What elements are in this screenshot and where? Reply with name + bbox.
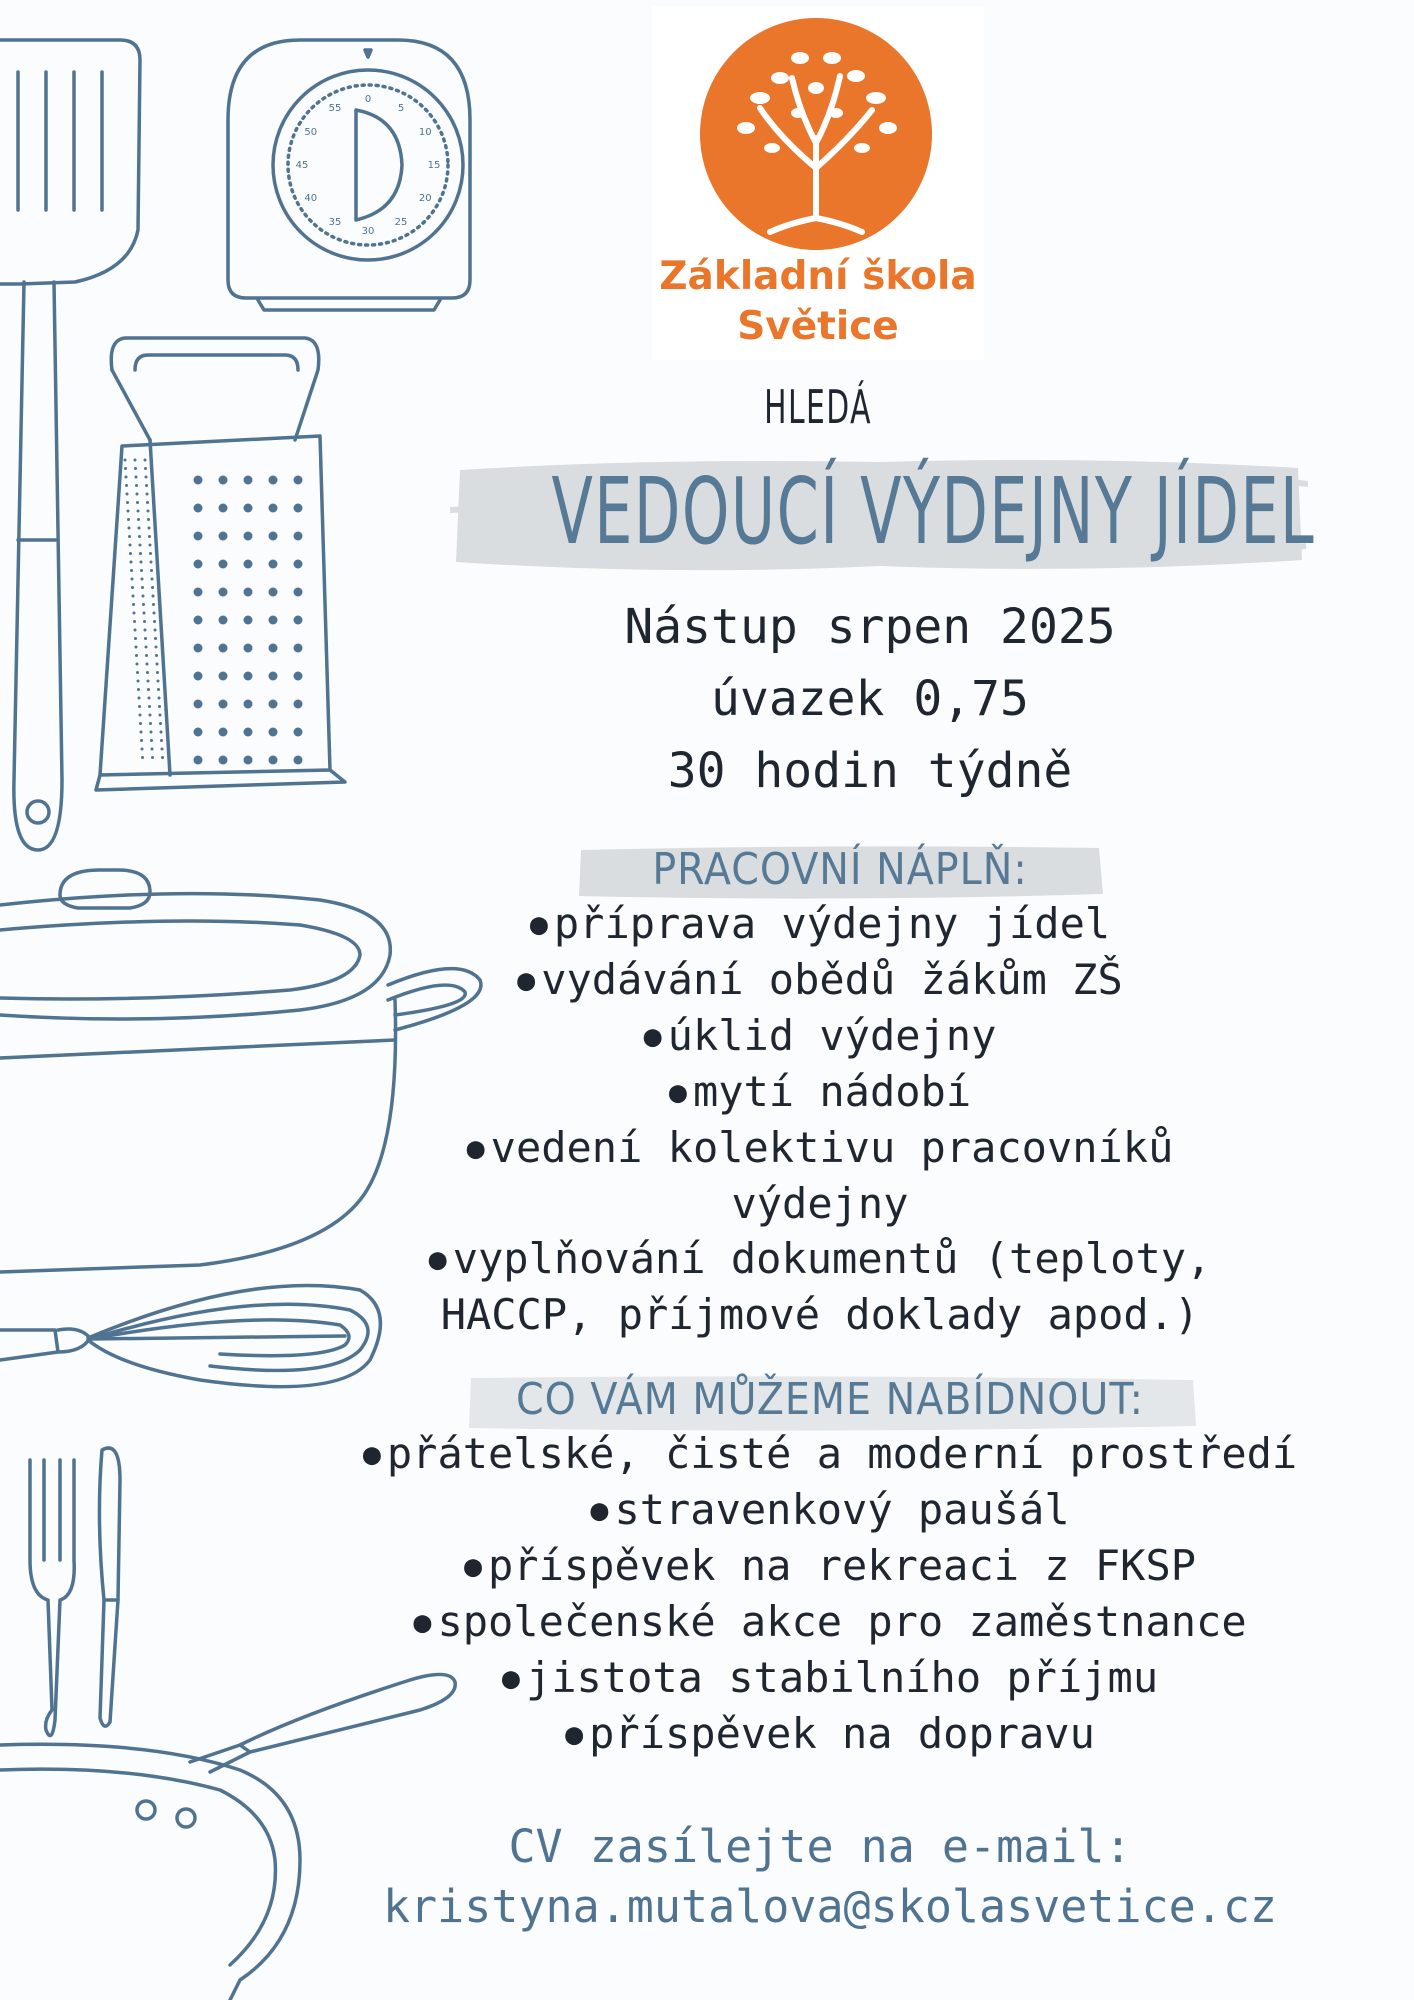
grater-side-hole (138, 527, 141, 530)
knife-icon (99, 1448, 120, 1726)
list-item: ● přátelské, čisté a moderní prostředí (362, 1429, 1298, 1478)
timer-dial-number: 25 (394, 217, 408, 229)
grater-side-hole (146, 663, 149, 666)
grater-side-hole (149, 722, 152, 725)
list-item: ● příspěvek na dopravu (565, 1709, 1095, 1758)
grater-side-hole (129, 552, 132, 555)
grater-hole (244, 644, 253, 653)
intro-text: HLEDÁ (764, 380, 872, 434)
grater-side-hole (145, 476, 148, 479)
grater-side-hole (132, 595, 135, 598)
grater-hole (244, 700, 253, 709)
grater-hole (219, 504, 228, 513)
grater-side-hole (147, 510, 150, 513)
grater-hole (294, 588, 303, 597)
grater-side-hole (144, 467, 147, 470)
list-item: ● stravenkový paušál (590, 1485, 1070, 1534)
grater-side-hole (143, 612, 146, 615)
grater-hole (269, 532, 278, 541)
grater-hole (269, 644, 278, 653)
grater-hole (244, 616, 253, 625)
grater-hole (194, 644, 203, 653)
grater-side-hole (142, 603, 145, 606)
grater-side-hole (135, 646, 138, 649)
grater-side-hole (140, 739, 143, 742)
list-item: ● vydávání obědů žákům ZŠ (517, 955, 1123, 1004)
grater-side-hole (151, 578, 154, 581)
grater-side-hole (148, 535, 151, 538)
job-title: VEDOUCÍ VÝDEJNY JÍDEL (551, 458, 1316, 565)
grater-side-hole (144, 629, 147, 632)
grater-side-hole (150, 731, 153, 734)
start-date: Nástup srpen 2025 (624, 599, 1116, 655)
grater-hole (194, 728, 203, 737)
grater-hole (219, 728, 228, 737)
weekly-hours: 30 hodin týdně (667, 743, 1073, 799)
grater-side-hole (157, 680, 160, 683)
grater-hole (219, 588, 228, 597)
grater-side-hole (131, 578, 134, 581)
grater-side-hole (160, 739, 163, 742)
grater-side-hole (126, 501, 129, 504)
grater-side-hole (152, 603, 155, 606)
grater-side-hole (150, 561, 153, 564)
timer-dial-number: 0 (364, 94, 372, 105)
school-name-line1: Základní škola (659, 254, 977, 299)
grater-side-hole (124, 467, 127, 470)
grater-side-hole (133, 612, 136, 615)
grater-side-hole (151, 748, 154, 751)
grater-side-hole (155, 654, 158, 657)
list-item: ● jistota stabilního příjmu (501, 1653, 1159, 1702)
grater-hole (194, 560, 203, 569)
grater-side-hole (135, 654, 138, 657)
grater-hole (269, 504, 278, 513)
grater-side-hole (153, 620, 156, 623)
grater-hole (294, 616, 303, 625)
grater-side-hole (145, 654, 148, 657)
grater-side-hole (138, 535, 141, 538)
grater-side-hole (132, 603, 135, 606)
grater-hole (219, 560, 228, 569)
grater-side-hole (139, 714, 142, 717)
grater-side-hole (143, 620, 146, 623)
grater-hole (244, 728, 253, 737)
grater-side-hole (147, 688, 150, 691)
grater-side-hole (138, 705, 141, 708)
list-item-continuation: výdejny (731, 1179, 909, 1228)
grater-side-hole (140, 561, 143, 564)
grater-side-hole (136, 501, 139, 504)
grater-side-hole (139, 722, 142, 725)
grater-hole (244, 504, 253, 513)
timer-dial-number: 15 (427, 160, 441, 171)
timer-dial-number: 45 (295, 160, 309, 171)
cv-instruction: CV zasílejte na e-mail: (508, 1820, 1132, 1873)
grater-side-hole (130, 561, 133, 564)
grater-side-hole (145, 646, 148, 649)
grater-side-hole (147, 680, 150, 683)
grater-hole (194, 700, 203, 709)
grater-side-hole (124, 459, 127, 462)
grater-side-hole (159, 722, 162, 725)
grater-hole (194, 672, 203, 681)
grater-hole (219, 672, 228, 681)
spatula-icon (0, 40, 140, 850)
grater-side-hole (129, 544, 132, 547)
list-item-continuation: HACCP, příjmové doklady apod.) (440, 1290, 1200, 1339)
grater-side-hole (148, 697, 151, 700)
grater-side-hole (127, 510, 130, 513)
duties-list (330, 896, 1310, 1342)
grater-side-hole (160, 731, 163, 734)
grater-hole (194, 756, 203, 765)
grater-side-hole (154, 637, 157, 640)
grater-side-hole (140, 731, 143, 734)
grater-hole (294, 756, 303, 765)
grater-side-hole (147, 518, 150, 521)
grater-hole (219, 616, 228, 625)
grater-side-hole (149, 552, 152, 555)
benefits-heading: CO VÁM MŮŽEME NABÍDNOUT: (515, 1374, 1145, 1425)
grater-side-hole (146, 493, 149, 496)
tree-icon (700, 18, 932, 250)
grater-side-hole (159, 714, 162, 717)
grater-side-hole (152, 595, 155, 598)
benefits-list (280, 1426, 1380, 1762)
grater-side-hole (134, 637, 137, 640)
grater-side-hole (146, 501, 149, 504)
grater-side-hole (137, 688, 140, 691)
grater-side-hole (146, 671, 149, 674)
grater-hole (219, 756, 228, 765)
grater-side-hole (153, 612, 156, 615)
grater-side-hole (136, 663, 139, 666)
grater-side-hole (137, 680, 140, 683)
grater-hole (269, 476, 278, 485)
grater-hole (219, 476, 228, 485)
grater-hole (269, 672, 278, 681)
grater-hole (269, 728, 278, 737)
grater-side-hole (125, 476, 128, 479)
grater-side-hole (141, 586, 144, 589)
kitchen-timer-icon (228, 40, 470, 310)
list-item: ● mytí nádobí (668, 1067, 972, 1116)
grater-side-hole (150, 739, 153, 742)
grater-hole (194, 504, 203, 513)
grater-side-hole (142, 595, 145, 598)
grater-hole (269, 616, 278, 625)
grater-hole (244, 560, 253, 569)
grater-side-hole (138, 697, 141, 700)
school-name-line2: Světice (737, 304, 899, 349)
grater-hole (194, 588, 203, 597)
list-item: ● úklid výdejny (643, 1011, 997, 1060)
grater-hole (244, 672, 253, 681)
school-name (640, 252, 996, 352)
grater-side-hole (141, 748, 144, 751)
grater-side-hole (154, 629, 157, 632)
grater-side-hole (131, 586, 134, 589)
whisk-icon (0, 1285, 380, 1386)
timer-dial-number: 5 (397, 102, 405, 114)
grater-side-hole (151, 586, 154, 589)
grater-side-hole (140, 569, 143, 572)
grater-hole (269, 588, 278, 597)
grater-hole (294, 532, 303, 541)
grater-hole (294, 644, 303, 653)
grater-side-hole (134, 467, 137, 470)
grater-side-hole (137, 510, 140, 513)
grater-side-hole (150, 569, 153, 572)
grater-hole (294, 560, 303, 569)
timer-dial-number: 40 (304, 193, 318, 204)
fork-icon (30, 1460, 74, 1736)
grater-side-hole (149, 544, 152, 547)
grater-side-hole (126, 493, 129, 496)
grater-hole (244, 756, 253, 765)
timer-dial-number: 55 (328, 102, 342, 114)
grater-hole (219, 700, 228, 709)
timer-dial-number: 50 (304, 127, 318, 138)
grater-side-hole (134, 459, 137, 462)
duties-heading: PRACOVNÍ NÁPLŇ: (652, 844, 1028, 895)
grater-side-hole (158, 705, 161, 708)
grater-side-hole (145, 484, 148, 487)
grater-side-hole (161, 756, 164, 759)
grater-side-hole (155, 646, 158, 649)
grater-hole (244, 532, 253, 541)
grater-side-hole (135, 476, 138, 479)
grater-side-hole (158, 697, 161, 700)
timer-dial-number: 35 (328, 217, 342, 229)
grater-side-hole (130, 569, 133, 572)
grater-side-hole (139, 544, 142, 547)
grater-side-hole (141, 756, 144, 759)
grater-side-hole (156, 671, 159, 674)
list-item: ● vyplňování dokumentů (teploty, (428, 1234, 1212, 1283)
grater-side-hole (127, 518, 130, 521)
grater-side-hole (149, 714, 152, 717)
grater-hole (219, 644, 228, 653)
grater-hole (294, 672, 303, 681)
grater-side-hole (125, 484, 128, 487)
grater-side-hole (136, 493, 139, 496)
timer-dial-number: 30 (361, 226, 375, 237)
grater-hole (244, 588, 253, 597)
list-item: ● příspěvek na rekreaci z FKSP (463, 1541, 1197, 1590)
grater-hole (194, 616, 203, 625)
list-item: ● příprava výdejny jídel (529, 899, 1111, 948)
grater-side-hole (151, 756, 154, 759)
grater-hole (244, 476, 253, 485)
list-item: ● společenské akce pro zaměstnance (413, 1597, 1247, 1646)
grater-side-hole (134, 629, 137, 632)
list-item: ● vedení kolektivu pracovníků (466, 1123, 1174, 1172)
grater-side-hole (128, 535, 131, 538)
workload: úvazek 0,75 (711, 671, 1029, 727)
grater-side-hole (161, 748, 164, 751)
timer-dial-number: 10 (418, 127, 432, 138)
grater-side-hole (137, 518, 140, 521)
grater-side-hole (157, 688, 160, 691)
grater-side-hole (136, 671, 139, 674)
grater-side-hole (141, 578, 144, 581)
grater-side-hole (128, 527, 131, 530)
grater-side-hole (133, 620, 136, 623)
grater-side-hole (148, 705, 151, 708)
contact-email-link[interactable]: kristyna.mutalova@skolasvetice.cz (382, 1880, 1278, 1933)
grater-side-hole (139, 552, 142, 555)
grater-icon (96, 338, 345, 790)
timer-dial-number: 20 (418, 193, 432, 204)
grater-side-hole (135, 484, 138, 487)
grater-hole (294, 476, 303, 485)
grater-hole (294, 728, 303, 737)
grater-side-hole (144, 459, 147, 462)
grater-hole (269, 756, 278, 765)
grater-hole (194, 476, 203, 485)
grater-hole (219, 532, 228, 541)
grater-side-hole (148, 527, 151, 530)
grater-hole (294, 504, 303, 513)
grater-hole (294, 700, 303, 709)
grater-hole (269, 560, 278, 569)
grater-hole (194, 532, 203, 541)
grater-hole (269, 700, 278, 709)
grater-side-hole (144, 637, 147, 640)
grater-side-hole (156, 663, 159, 666)
